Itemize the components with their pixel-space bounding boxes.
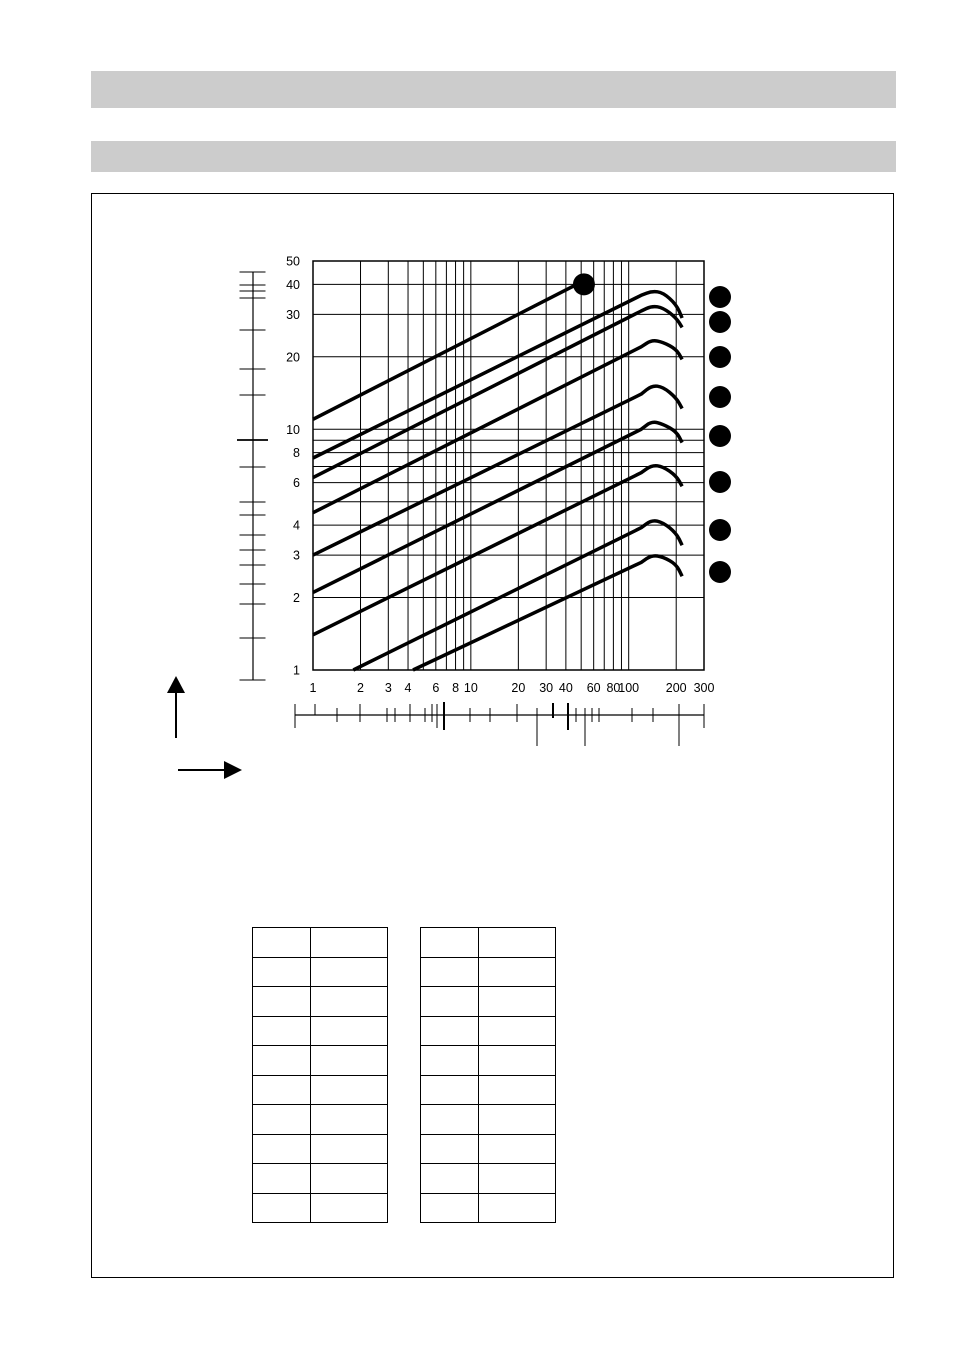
legend-marker: [709, 286, 731, 308]
y-arrow-head: [167, 676, 185, 693]
table-cell: [253, 1105, 311, 1135]
table-cell: [479, 1075, 556, 1105]
x-tick-label: 1: [309, 681, 317, 695]
table-cell: [253, 1046, 311, 1076]
table-cell: [421, 1193, 479, 1223]
table-row: [421, 1016, 556, 1046]
x-tick-label: 40: [558, 681, 573, 695]
x-tick-label: 6: [432, 681, 440, 695]
table-row: [253, 1134, 388, 1164]
table-cell: [311, 987, 388, 1017]
data-table-right: [420, 927, 556, 1223]
table-row: [421, 1075, 556, 1105]
table-cell: [479, 1164, 556, 1194]
y-tick-label: 10: [286, 422, 300, 437]
chart-series: [313, 273, 682, 670]
table-cell: [421, 1134, 479, 1164]
table-row: [253, 957, 388, 987]
y-tick-labels: [286, 255, 300, 678]
table-row: [421, 1193, 556, 1223]
axis-arrows: [167, 676, 242, 779]
series-line: [313, 386, 682, 555]
table-cell: [253, 1193, 311, 1223]
y-tick-label: 1: [293, 663, 300, 678]
table-cell: [253, 1134, 311, 1164]
table-cell: [421, 1046, 479, 1076]
table-cell: [311, 957, 388, 987]
table-cell: [421, 1075, 479, 1105]
table-row: [253, 1105, 388, 1135]
series-end-dot: [573, 273, 595, 295]
table-cell: [311, 1193, 388, 1223]
table-row: [253, 1193, 388, 1223]
plot-border: [313, 261, 704, 670]
table-row: [421, 1046, 556, 1076]
x-tick-label: 20: [511, 681, 526, 695]
table-cell: [253, 1164, 311, 1194]
x-tick-label: 4: [404, 681, 412, 695]
y-tick-label: 6: [293, 476, 300, 491]
series-line: [353, 521, 682, 670]
table-cell: [253, 957, 311, 987]
table-row: [421, 1105, 556, 1135]
table-cell: [253, 928, 311, 958]
table-cell: [421, 928, 479, 958]
table-row: [253, 1016, 388, 1046]
table-cell: [253, 1075, 311, 1105]
y-tick-label: 40: [286, 277, 300, 292]
x-tick-label: 8: [452, 681, 460, 695]
table-cell: [421, 1105, 479, 1135]
legend-marker: [709, 519, 731, 541]
y-tick-label: 50: [286, 254, 300, 269]
table-cell: [479, 1016, 556, 1046]
table-cell: [253, 987, 311, 1017]
series-line: [313, 466, 682, 635]
table-cell: [479, 1193, 556, 1223]
table-cell: [479, 1105, 556, 1135]
table-cell: [311, 1046, 388, 1076]
table-row: [421, 1164, 556, 1194]
table-row: [421, 987, 556, 1017]
table-cell: [421, 1164, 479, 1194]
table-row: [253, 987, 388, 1017]
table-row: [421, 928, 556, 958]
table-cell: [311, 1105, 388, 1135]
legend-marker: [709, 386, 731, 408]
table-cell: [311, 1164, 388, 1194]
table-cell: [253, 1016, 311, 1046]
legend-marker: [709, 471, 731, 493]
x-tick-label: 100: [618, 681, 640, 695]
table-cell: [479, 1134, 556, 1164]
data-table-left: [252, 927, 388, 1223]
x-tick-label: 300: [693, 681, 715, 695]
table-cell: [421, 987, 479, 1017]
y-tick-label: 30: [286, 307, 300, 322]
table-cell: [311, 1134, 388, 1164]
x-arrow-head: [224, 761, 242, 779]
table-cell: [311, 1016, 388, 1046]
y-tick-label: 4: [293, 518, 300, 533]
table-row: [253, 928, 388, 958]
y-tick-label: 8: [293, 446, 300, 461]
legend-marker: [709, 425, 731, 447]
table-cell: [479, 957, 556, 987]
table-row: [253, 1075, 388, 1105]
table-row: [421, 957, 556, 987]
x-tick-label: 2: [357, 681, 364, 695]
x-tick-label: 10: [463, 681, 478, 695]
x-tick-label: 200: [665, 681, 687, 695]
table-cell: [479, 928, 556, 958]
table-row: [253, 1164, 388, 1194]
table-cell: [311, 1075, 388, 1105]
table-cell: [479, 1046, 556, 1076]
x-tick-labels: [310, 681, 715, 695]
x-tick-label: 30: [539, 681, 554, 695]
legend-marker: [709, 346, 731, 368]
x-tick-label: 60: [586, 681, 601, 695]
y-tick-label: 3: [293, 548, 300, 563]
table-cell: [421, 957, 479, 987]
table-cell: [311, 928, 388, 958]
legend-marker: [709, 561, 731, 583]
y-tick-label: 20: [286, 350, 300, 365]
y-tick-label: 2: [293, 591, 300, 606]
x-tick-label: 80: [606, 681, 621, 695]
table-row: [421, 1134, 556, 1164]
legend-marker: [709, 311, 731, 333]
table-row: [253, 1046, 388, 1076]
table-cell: [421, 1016, 479, 1046]
chart-grid: [313, 261, 704, 670]
legend-markers: [709, 286, 731, 583]
table-cell: [479, 987, 556, 1017]
x-tick-label: 3: [384, 681, 392, 695]
